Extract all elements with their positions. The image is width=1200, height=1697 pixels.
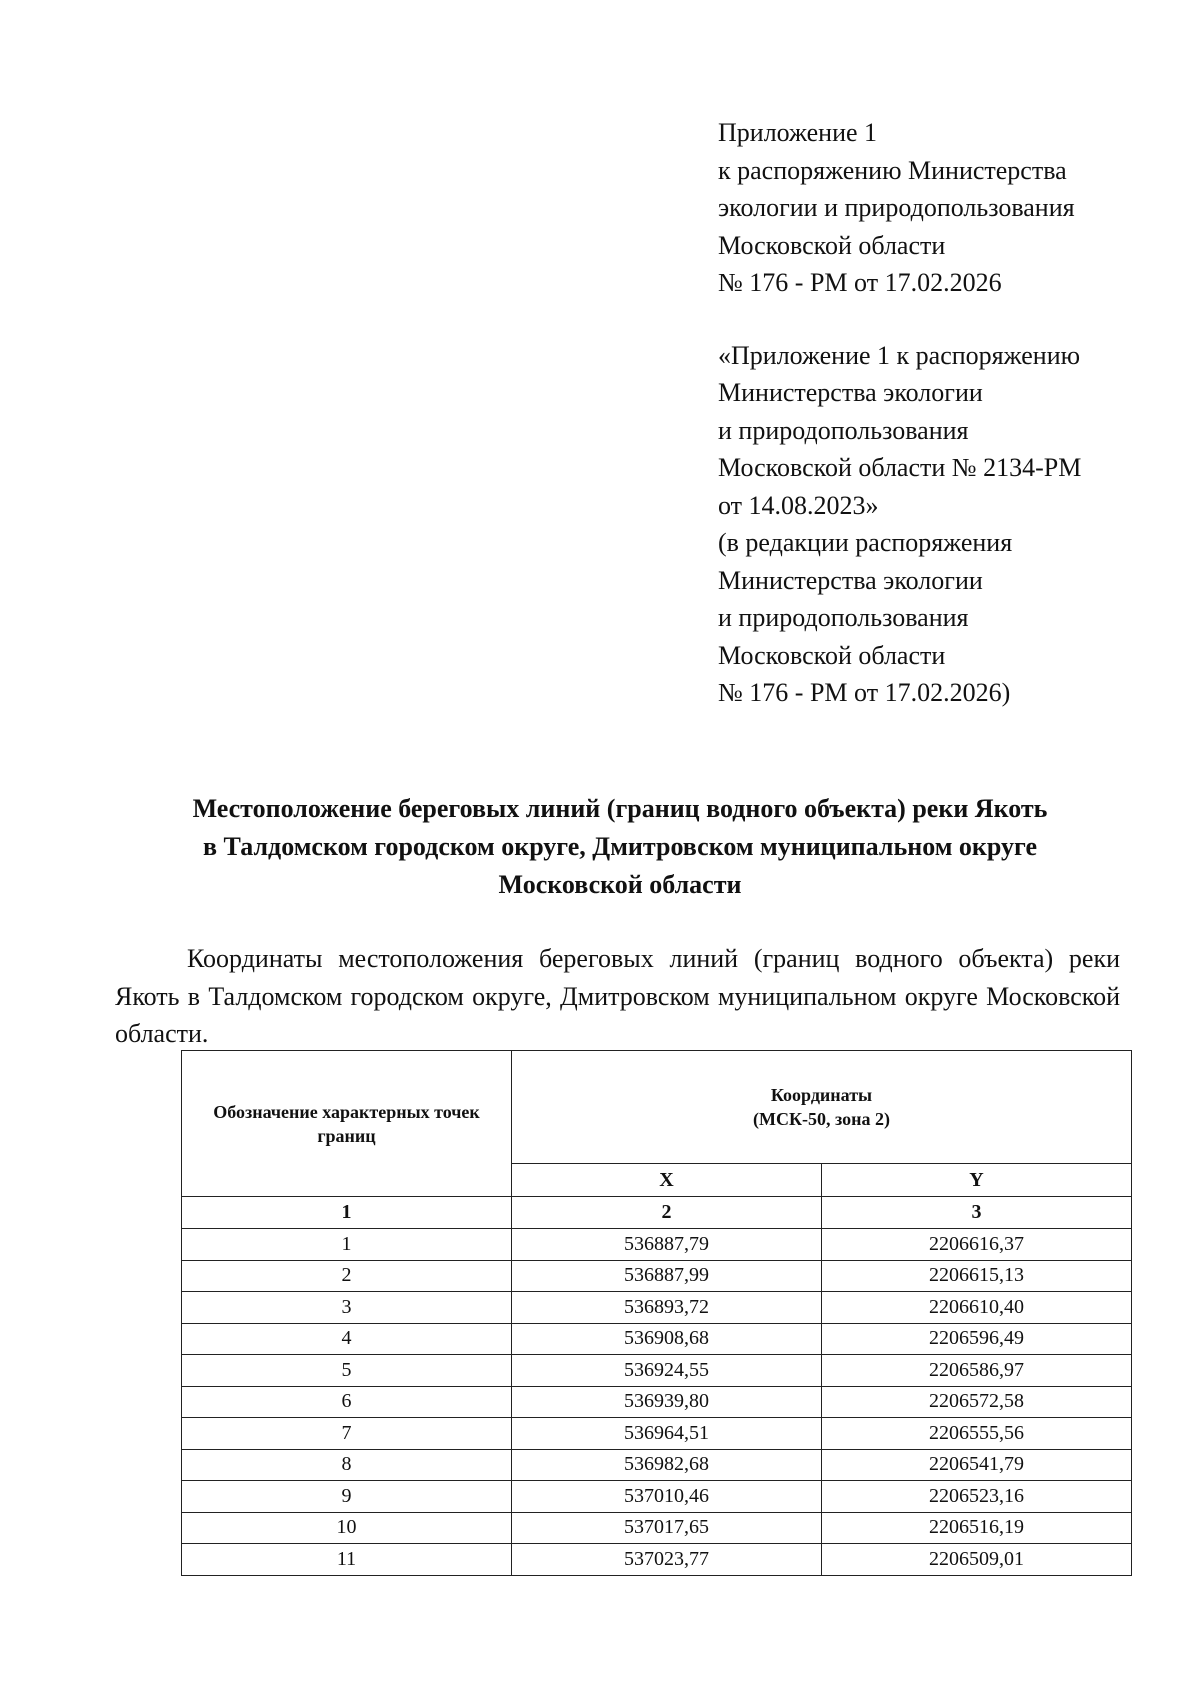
y-coordinate-cell: 2206586,97 — [822, 1355, 1132, 1387]
appendix-line: (в редакции распоряжения — [718, 528, 1013, 557]
point-number-cell: 4 — [182, 1323, 512, 1355]
y-coordinate-cell: 2206541,79 — [822, 1449, 1132, 1481]
table-row — [182, 1260, 1132, 1292]
y-coordinate-cell: 2206572,58 — [822, 1386, 1132, 1418]
table-row — [182, 1229, 1132, 1261]
y-coordinate-cell: 2206555,56 — [822, 1418, 1132, 1450]
point-number-cell: 2 — [182, 1260, 512, 1292]
point-number-cell: 10 — [182, 1512, 512, 1544]
column-number: 1 — [182, 1197, 512, 1229]
x-coordinate-cell: 536908,68 — [512, 1323, 822, 1355]
appendix-line: Приложение 1 — [718, 118, 878, 147]
appendix-block — [718, 114, 1158, 712]
title-line: Местоположение береговых линий (границ водного объекта) реки Якоть — [192, 794, 1048, 823]
table-row — [182, 1449, 1132, 1481]
x-coordinate-cell: 536964,51 — [512, 1418, 822, 1450]
appendix-line: № 176 - РМ от 17.02.2026) — [718, 678, 1011, 707]
appendix-line: «Приложение 1 к распоряжению — [718, 340, 1081, 370]
x-coordinate-cell: 537017,65 — [512, 1512, 822, 1544]
point-number-cell: 3 — [182, 1292, 512, 1324]
y-coordinate-cell: 2206615,13 — [822, 1260, 1132, 1292]
y-coordinate-cell: 2206596,49 — [822, 1323, 1132, 1355]
x-coordinate-cell: 537010,46 — [512, 1481, 822, 1513]
column-number: 3 — [822, 1197, 1132, 1229]
y-coordinate-cell: 2206509,01 — [822, 1544, 1132, 1576]
header-coordinates-line1: Координаты — [770, 1085, 873, 1105]
column-number-row — [182, 1197, 1132, 1229]
column-number: 2 — [512, 1197, 822, 1229]
intro-paragraph: Координаты местоположения береговых линий (границ водного объекта) реки Якоть в Талдомском городском округе, Дмитровском муниципальном округе Московской области. — [115, 944, 1120, 1048]
y-coordinate-cell: 2206523,16 — [822, 1481, 1132, 1513]
appendix-line: и природопользования — [718, 415, 969, 445]
appendix-line: Московской области — [718, 640, 946, 670]
point-number-cell: 5 — [182, 1355, 512, 1387]
point-number-cell: 11 — [182, 1544, 512, 1576]
table-row — [182, 1323, 1132, 1355]
point-number-cell: 1 — [182, 1229, 512, 1261]
y-coordinate-cell: 2206516,19 — [822, 1512, 1132, 1544]
appendix-line: Московской области № 2134-РМ — [718, 453, 1082, 482]
title-line: в Талдомском городском округе, Дмитровском муниципальном округе — [202, 832, 1038, 861]
x-coordinate-cell: 536887,99 — [512, 1260, 822, 1292]
coordinates-table — [181, 1050, 1132, 1576]
appendix-line: и природопользования — [718, 603, 969, 632]
point-number-cell: 6 — [182, 1386, 512, 1418]
appendix-line: Министерства экологии — [718, 565, 983, 595]
x-coordinate-cell: 537023,77 — [512, 1544, 822, 1576]
point-number-cell: 7 — [182, 1418, 512, 1450]
y-coordinate-cell: 2206610,40 — [822, 1292, 1132, 1324]
appendix-line: от 14.08.2023» — [718, 490, 879, 520]
point-number-cell: 9 — [182, 1481, 512, 1513]
appendix-gap — [718, 302, 1158, 337]
y-coordinate-cell: 2206616,37 — [822, 1229, 1132, 1261]
table-row — [182, 1544, 1132, 1576]
appendix-line: Министерства экологии — [718, 378, 983, 407]
x-coordinate-cell: 536893,72 — [512, 1292, 822, 1324]
x-coordinate-cell: 536982,68 — [512, 1449, 822, 1481]
appendix-line: экологии и природопользования — [718, 193, 1075, 222]
x-coordinate-cell: 536939,80 — [512, 1386, 822, 1418]
header-y: Y — [822, 1164, 1132, 1197]
table-row — [182, 1481, 1132, 1513]
x-coordinate-cell: 536924,55 — [512, 1355, 822, 1387]
table-row — [182, 1386, 1132, 1418]
table-row — [182, 1355, 1132, 1387]
appendix-line: к распоряжению Министерства — [718, 155, 1067, 185]
header-x: X — [512, 1164, 822, 1197]
table-row — [182, 1512, 1132, 1544]
appendix-line: № 176 - РМ от 17.02.2026 — [718, 268, 1002, 297]
title-line: Московской области — [498, 870, 742, 899]
header-coordinates — [512, 1051, 1132, 1164]
x-coordinate-cell: 536887,79 — [512, 1229, 822, 1261]
document-title — [110, 790, 1130, 904]
appendix-line: Московской области — [718, 230, 946, 260]
table-row — [182, 1292, 1132, 1324]
table-row — [182, 1418, 1132, 1450]
point-number-cell: 8 — [182, 1449, 512, 1481]
header-points: Обозначение характерных точек границ — [182, 1051, 512, 1197]
header-coordinates-line2: (МСК-50, зона 2) — [752, 1109, 891, 1129]
